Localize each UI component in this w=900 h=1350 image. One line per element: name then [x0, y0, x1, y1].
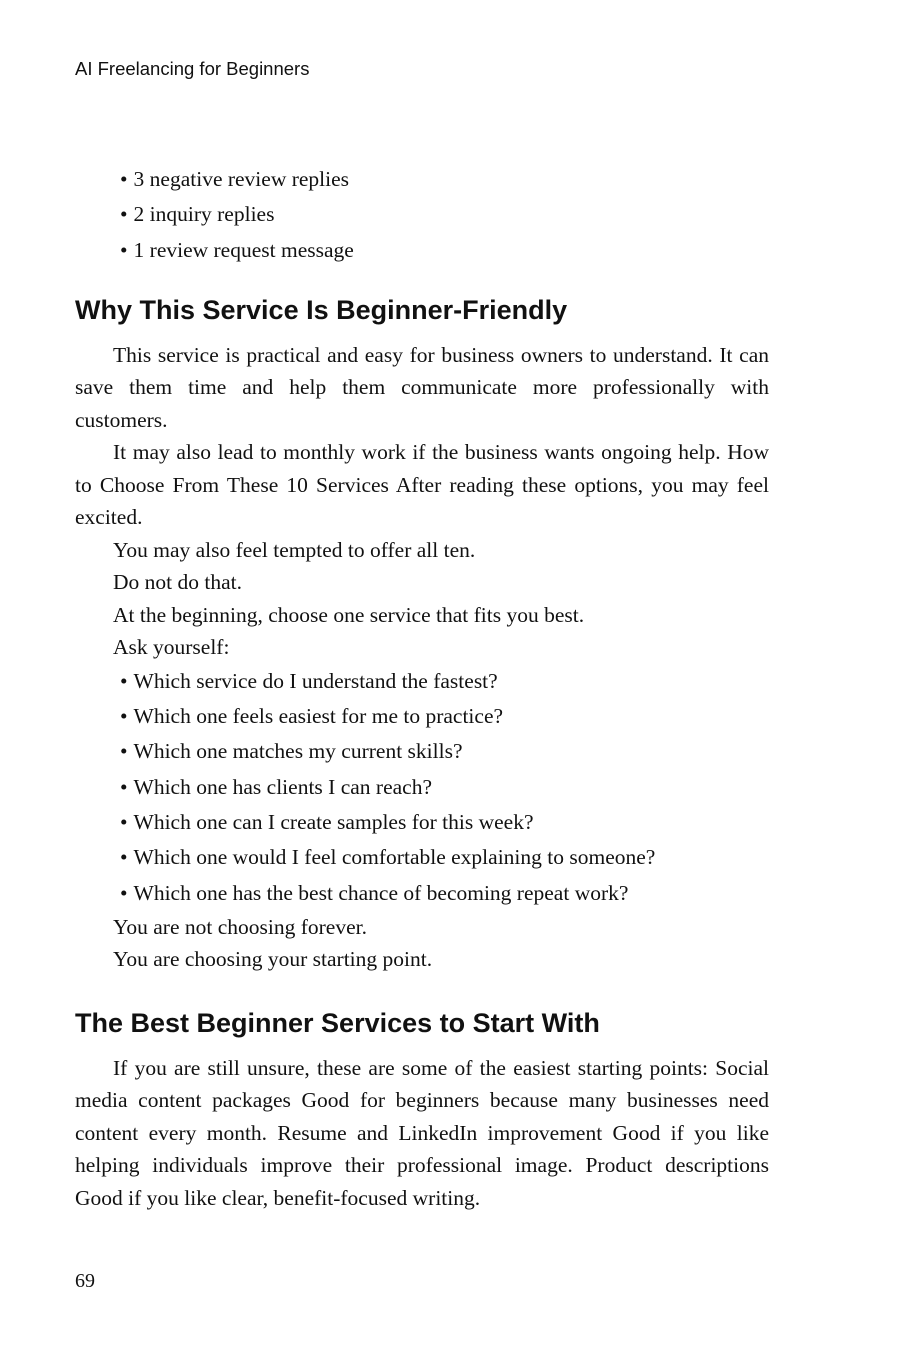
list-item: • Which one can I create samples for this week? [75, 805, 769, 840]
paragraph: You are choosing your starting point. [113, 947, 433, 972]
section-heading-best-services: The Best Beginner Services to Start With [75, 1007, 600, 1038]
list-item: • Which one feels easiest for me to practice? [75, 699, 769, 734]
list-item: • 1 review request message [75, 233, 769, 268]
paragraph: This service is practical and easy for business owners to understand. It can save them time and help them communicate more professionally with customers. [75, 342, 769, 432]
top-bullet-list [75, 162, 769, 268]
page-number: 69 [75, 1270, 95, 1292]
list-item: • Which one matches my current skills? [75, 734, 769, 769]
running-head: AI Freelancing for Beginners [75, 58, 310, 79]
list-item: • Which one would I feel comfortable explaining to someone? [75, 840, 769, 875]
paragraph: You may also feel tempted to offer all ten. [113, 537, 476, 562]
paragraph: It may also lead to monthly work if the business wants ongoing help. How to Choose From These 10 Services After reading these options, you may feel excited. [75, 440, 769, 530]
paragraph: Ask yourself: [113, 635, 230, 660]
section-heading-beginner-friendly: Why This Service Is Beginner-Friendly [75, 294, 568, 325]
paragraph: If you are still unsure, these are some of the easiest starting points: Social media content packages Good for beginners because many businesses need content every month. Resume and LinkedIn improvement Good if you like helping individuals improve their professional image. Product descriptions Good if you like clear, benefit-focused writing. [75, 1055, 769, 1210]
paragraph: At the beginning, choose one service that fits you best. [113, 602, 585, 627]
question-list [75, 664, 769, 911]
list-item: • 2 inquiry replies [75, 197, 769, 232]
page-body [75, 162, 769, 1214]
paragraph: You are not choosing forever. [113, 914, 367, 939]
list-item: • 3 negative review replies [75, 162, 769, 197]
list-item: • Which service do I understand the fastest? [75, 664, 769, 699]
list-item: • Which one has clients I can reach? [75, 770, 769, 805]
list-item: • Which one has the best chance of becoming repeat work? [75, 876, 769, 911]
paragraph: Do not do that. [113, 570, 242, 595]
